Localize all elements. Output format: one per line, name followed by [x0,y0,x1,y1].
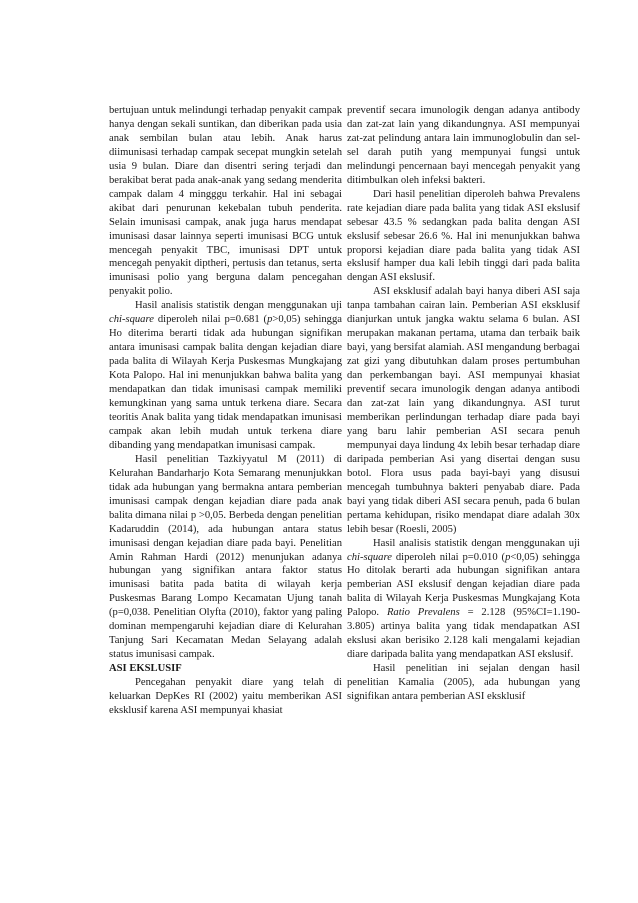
right-p4-ratio-prevalens: Ratio Prevalens [386,607,460,619]
left-p2-chisquare: chi-square [109,314,154,326]
section-heading-asi-ekslusif: ASI EKSLUSIF [109,663,182,675]
left-paragraph-1: bertujuan untuk melindungi terhadap penyakit campak hanya dengan sekali suntikan, dan diberikan pada usia anak sembilan bulan atau lebih. Anak harus diimunisasi terhadap campak secepat mungkin setelah usia 9 bulan. Diare dan disentri sering terjadi dan berakibat berat pada anak-anak yang sedang menderita campak dalam 4 mingggu terkahir. Hal ini sebagai akibat dari penurunan kekebalan tubuh penderita. Selain imunisasi campak, anak juga harus mendapat imunisasi dasar lainnya seperti imunisasi BCG untuk mencegah penyakit TBC, imunisasi DPT untuk mencegah penyakit diptheri, pertusis dan tetanus, serta imunisasi polio yang berguna dalam pencegahan penyakit polio. [109,105,342,298]
right-p4-text-a: Hasil analisis statistik dengan menggunakan uji [373,537,580,549]
right-column [347,104,580,704]
right-p4-text-g: = 2.128 (95%CI=1.190-3.805) artinya balita yang tidak mendapatkan ASI ekslusi akan berisiko 2.128 kali mengalami kejadian diare daripada balita yang mendapatkan ASI ekslusif. [347,607,580,661]
right-paragraph-1: preventif secara imunologik dengan adanya antibody dan zat-zat lain yang dikandungnya. ASI mempunyai zat-zat pelindung antara lain immunoglobulin dan sel-sel darah putih yang mempunyai fungsi untuk melindungi pencernaan bayi mencegah penyakit yang ditimbulkan oleh infeksi bakteri. [347,105,580,186]
left-p2-text-e: >0,05) sehingga Ho diterima berarti tidak ada hubungan signifikan antara imunisasi campak balita dengan kejadian diare pada balita di Wilayah Kerja Puskesmas Mungkajang Kota Palopo. Hal ini menunjukkan bahwa balita yang mendapatkan dan tidak imunisasi campak memiliki kemungkinan yang sama untuk terkena diare. Secara teoritis Anak balita yang tidak mendapatkan imunisasi campak akan lebih mudah untuk terkena diare dibanding yang mendapatkan imunisasi campak. [109,314,342,451]
left-p2-text-c: diperoleh nilai p=0.681 ( [153,314,268,326]
left-paragraph-3: Hasil penelitian Tazkiyyatul M (2011) di Kelurahan Bandarharjo Kota Semarang menunjukkan tidak ada hubungan yang bermakna antara pemberian imunisasi campak dengan kejadian diare pada anak balita dimana nilai p >0,05. Berbeda dengan penelitian Kadaruddin (2014), ada hubungan antara status imunisasi dengan kejadian diare pada bayi. Penelitian Amin Rahman Hardi (2012) menunjukan adanya hubungan yang signifikan antara faktor status imunisasi batita pada batita di wilayah kerja Puskesmas Barang Lompo Kecamatan Ujung tanah (p=0,038. Penelitian Olyfta (2010), faktor yang paling dominan mempengaruhi kejadian diare di Kelurahan Tanjung Sari Kecamatan Medan Selayang adalah status imunisasi campak. [109,453,342,661]
right-paragraph-3: ASI eksklusif adalah bayi hanya diberi ASI saja tanpa tambahan cairan lain. Pemberian ASI eksklusif dianjurkan untuk jangka waktu selama 6 bulan. ASI merupakan makanan pertama, utama dan terbaik baik bayi, yang bersifat alamiah. ASI mengandung berbagai zat gizi yang dibutuhkan dalam proses pertumbuhan dan perkembangan bayi. ASI mempunyai khasiat preventif secara imunologik dengan adanya antibodi dan zat-zat lain yang dikandungnya. ASI turut memberikan perlindungan terhadap diare pada bayi yang baru lahir pemberian ASI secara penuh mempunyai daya lindung 4x lebih besar terhadap diare daripada pemberian Asi yang disertai dengan susu botol. Flora usus pada bayi-bayi yang disusui mencegah tumbuhnya bakteri penyabab diare. Pada bayi yang tidak diberi ASI secara penuh, pada 6 bulan pertama kehidupan, risiko mendapat diare adalah 30x lebih besar (Roesli, 2005) [347,286,580,535]
left-p2-p: p [267,314,273,326]
right-paragraph-4 [347,537,580,663]
left-paragraph-2 [109,299,342,452]
left-column [109,104,342,718]
right-p4-text-c: diperoleh nilai p=0.010 ( [391,551,506,563]
right-p4-p: p [505,551,511,563]
right-paragraph-2: Dari hasil penelitian diperoleh bahwa Prevalens rate kejadian diare pada balita yang tidak ASI ekslusif sebesar 43.5 % sedangkan pada balita dengan ASI ekslusif sebesar 26.6 %. Hal ini menunjukkan bahwa proporsi kejadian diare pada balita yang tidak ASI ekslusif hamper dua kali lebih tinggi dari pada balita dengan ASI ekslusif. [347,188,580,284]
right-p4-text-e: <0,05) sehingga Ho ditolak berarti ada hubungan signifikan antara pemberian ASI ekslusif dengan kejadian diare pada balita di Wilayah Kerja Puskesmas Mungkajang Kota Palopo. [347,551,580,619]
left-paragraph-4: Pencegahan penyakit diare yang telah di keluarkan DepKes RI (2002) yaitu memberikan ASI eksklusif karena ASI mempunyai khasiat [109,677,342,716]
left-p2-text-a: Hasil analisis statistik dengan menggunakan uji [135,300,342,312]
right-p4-chisquare: chi-square [347,551,392,563]
right-paragraph-5: Hasil penelitian ini sejalan dengan hasil penelitian Kamalia (2005), ada hubungan yang signifikan antara pemberian ASI eksklusif [347,663,580,703]
